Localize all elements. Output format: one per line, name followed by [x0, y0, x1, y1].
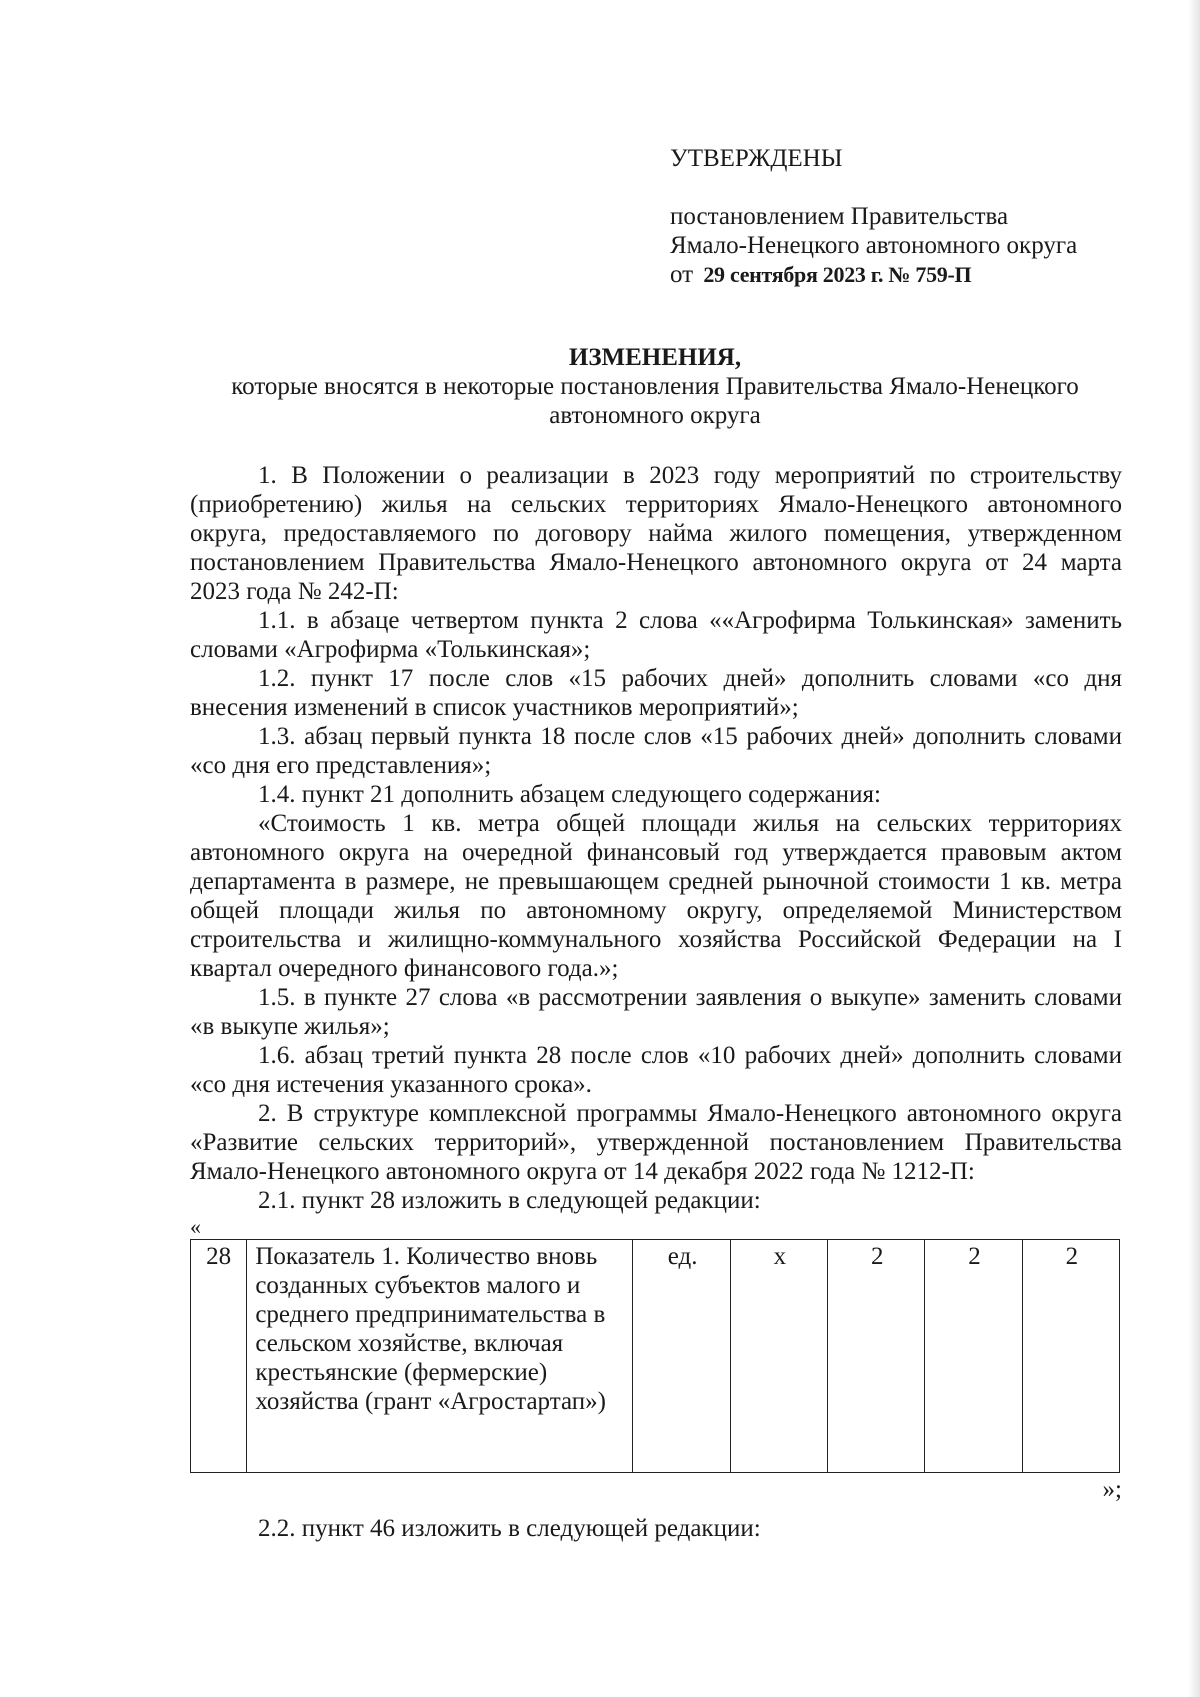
cell-row-number: 28: [191, 1240, 247, 1473]
cell-value-2: 2: [925, 1240, 1022, 1473]
cell-base-value: x: [730, 1240, 827, 1473]
approval-block: [670, 144, 1150, 289]
paragraph-2: 2. В структуре комплексной программы Ямало-Ненецкого автономного округа «Развитие сельских территорий», утвержденной постановлением Правительства Ямало-Ненецкого автономного округа от 14 декабря 2022 года № 1212-П:: [190, 1100, 1122, 1185]
table-quote-close: »;: [1102, 1476, 1122, 1503]
paragraph-1: 1. В Положении о реализации в 2023 году мероприятий по строительству (приобретению) жилья на сельских территориях Ямало-Ненецкого автономного округа, предоставляемого по договору найма жилого помещения, утвержденном постановлением Правительства Ямало-Ненецкого автономного округа от 24 марта 2023 года № 242-П:: [190, 462, 1122, 605]
approval-date-prefix: от: [670, 261, 694, 288]
paragraph-1-1: 1.1. в абзаце четвертом пункта 2 слова ««Агрофирма Толькинская» заменить словами «Агрофирма «Толькинская»;: [190, 607, 1122, 663]
paragraph-1-6: 1.6. абзац третий пункта 28 после слов «10 рабочих дней» дополнить словами «со дня истечения указанного срока».: [190, 1042, 1122, 1098]
title-block: [190, 343, 1120, 430]
paragraph-2-1: 2.1. пункт 28 изложить в следующей редакции:: [258, 1187, 761, 1214]
document-title: ИЗМЕНЕНИЯ,: [568, 344, 742, 371]
approval-date-line: [670, 260, 1150, 289]
cell-indicator-name: Показатель 1. Количество вновь созданных субъектов малого и среднего предпринимательства в сельском хозяйстве, включая крестьянские (фермерские) хозяйства (грант «Агростартап»): [247, 1240, 633, 1473]
paragraph-2-2: 2.2. пункт 46 изложить в следующей редакции:: [258, 1515, 761, 1542]
cell-value-1: 2: [828, 1240, 925, 1473]
paragraph-1-4: 1.4. пункт 21 дополнить абзацем следующего содержания:: [258, 781, 881, 808]
document-body: [190, 461, 1122, 1543]
paragraph-1-2: 1.2. пункт 17 после слов «15 рабочих дней» дополнить словами «со дня внесения изменений в список участников мероприятий»;: [190, 665, 1122, 721]
table-quote-open: «: [190, 1214, 201, 1239]
document-subtitle: которые вносятся в некоторые постановления Правительства Ямало-Ненецкого автономного округа: [231, 373, 1079, 429]
paragraph-1-4-quote: «Стоимость 1 кв. метра общей площади жилья на сельских территориях автономного округа на очередной финансовый год утверждается правовым актом департамента в размере, не превышающем средней рыночной стоимости 1 кв. метра общей площади жилья по автономному округу, определяемой Министерством строительства и жилищно-коммунального хозяйства Российской Федерации на I квартал очередного финансового года.»;: [190, 810, 1122, 982]
paragraph-1-3: 1.3. абзац первый пункта 18 после слов «15 рабочих дней» дополнить словами «со дня его представления»;: [190, 723, 1122, 779]
paragraph-1-5: 1.5. в пункте 27 слова «в рассмотрении заявления о выкупе» заменить словами «в выкупе жилья»;: [190, 984, 1122, 1040]
approval-heading: УТВЕРЖДЕНЫ: [670, 145, 843, 172]
table-row: [191, 1240, 1120, 1473]
cell-unit: ед.: [633, 1240, 730, 1473]
indicator-table: [190, 1239, 1120, 1473]
cell-value-3: 2: [1022, 1240, 1119, 1473]
approval-issuer-line1: постановлением Правительства: [670, 203, 1009, 230]
approval-issuer-line2: Ямало-Ненецкого автономного округа: [670, 232, 1078, 259]
approval-date: 29 сентября 2023 г. № 759-П: [703, 262, 972, 287]
